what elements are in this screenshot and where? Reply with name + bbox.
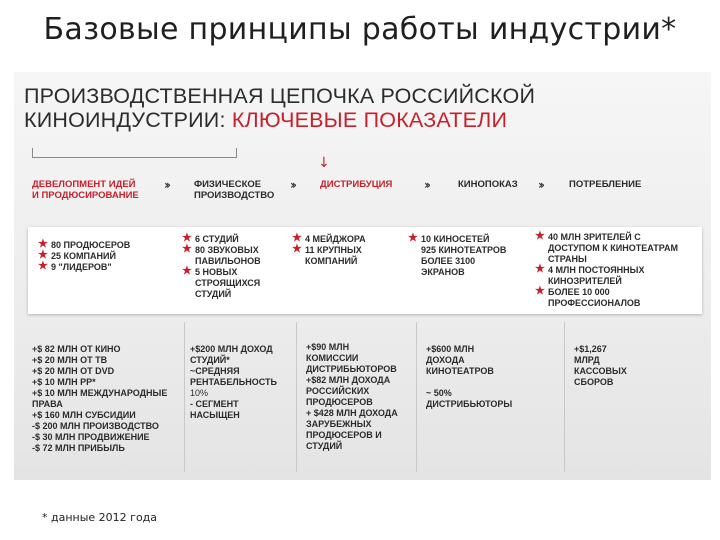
star-icon: ★ <box>182 243 192 255</box>
chevron-right-icon: ›› <box>424 178 428 192</box>
slide-title: Базовые принципы работы индустрии* <box>43 12 677 47</box>
stat-item: ★ 4 МЕЙДЖОРА <box>292 232 366 244</box>
stat-item: ★ 9 "ЛИДЕРОВ" <box>38 260 112 272</box>
stats-exhibition <box>408 234 526 278</box>
spacer <box>426 377 536 388</box>
stat-item: ★ 4 МЛН ПОСТОЯННЫХ КИНОЗРИТЕЛЕЙ <box>535 263 645 286</box>
stat-item: ★ 80 ПРОДЮСЕРОВ <box>38 238 131 250</box>
stage-production: ФИЗИЧЕСКОЕ ПРОИЗВОДСТВО <box>194 179 275 201</box>
star-icon: ★ <box>535 230 545 242</box>
star-icon: ★ <box>408 232 418 244</box>
stats-consumption <box>535 232 685 309</box>
stat-item: ★ 5 НОВЫХ СТРОЯЩИХСЯ СТУДИЙ <box>182 265 261 299</box>
money-distribution: +$90 МЛН КОМИССИИ ДИСТРИБЬЮТОРОВ +$82 МЛН ДОХОДА РОССИЙСКИХ ПРОДЮСЕРОВ + $428 МЛН ДОХОДА ЗАРУБЕЖНЫХ ПРОДЮСЕРОВ И СТУДИЙ <box>306 342 398 451</box>
chain-bracket <box>32 148 237 158</box>
arrow-down-icon: ↓ <box>318 155 330 171</box>
star-icon: ★ <box>535 285 545 297</box>
heading-line-1: ПРОИЗВОДСТВЕННАЯ ЦЕПОЧКА РОССИЙСКОЙ <box>24 84 536 108</box>
stat-item: ★ 25 КОМПАНИЙ <box>38 249 116 261</box>
heading-line-2 <box>24 108 624 132</box>
stat-item: ★ 11 КРУПНЫХ КОМПАНИЙ <box>292 243 362 266</box>
stats-production <box>182 234 287 300</box>
money-consumption: +$1,267 МЛРД КАССОВЫХ СБОРОВ <box>574 344 627 387</box>
chevron-right-icon: ›› <box>164 178 168 192</box>
chevron-right-icon: ›› <box>290 178 294 192</box>
stage-consumption: ПОТРЕБЛЕНИЕ <box>569 179 642 190</box>
stage-distribution: ДИСТРИБУЦИЯ <box>320 179 393 190</box>
chevron-right-icon: ›› <box>538 178 542 192</box>
heading-line-2-accent: КЛЮЧЕВЫЕ ПОКАЗАТЕЛИ <box>231 108 508 132</box>
stat-item: ★ 80 ЗВУКОВЫХ ПАВИЛЬОНОВ <box>182 243 261 266</box>
stage-development: ДЕВЕЛОПМЕНТ ИДЕЙ И ПРОДЮСИРОВАНИЕ <box>32 179 139 201</box>
star-icon: ★ <box>38 260 48 272</box>
money-development: +$ 82 МЛН ОТ КИНО +$ 20 МЛН ОТ ТВ +$ 20 МЛН ОТ DVD +$ 10 МЛН РР* +$ 10 МЛН МЕЖДУНАРОДНЫЕ ПРАВА +$ 160 МЛН СУБСИДИИ -$ 200 МЛН ПРОИЗВОДСТВО -$ 30 МЛН ПРОДВИЖЕНИЕ -$ 72 МЛН ПРИБЫЛЬ <box>32 344 168 453</box>
footnote: * данные 2012 года <box>42 511 158 524</box>
star-icon: ★ <box>182 232 192 244</box>
infographic-panel <box>14 72 711 480</box>
stat-item: ★ 40 МЛН ЗРИТЕЛЕЙ С ДОСТУПОМ К КИНОТЕАТРАМ СТРАНЫ <box>535 230 678 264</box>
star-icon: ★ <box>38 249 48 261</box>
stats-distribution <box>292 234 397 267</box>
stat-item: ★ БОЛЕЕ 10 000 ПРОФЕССИОНАЛОВ <box>535 285 641 308</box>
heading-line-2-dark: КИНОИНДУСТРИИ: <box>24 108 226 132</box>
money-production: +$200 МЛН ДОХОД СТУДИЙ* ~СРЕДНЯЯ РЕНТАБЕЛЬНОСТЬ 10% - СЕГМЕНТ НАСЫЩЕН <box>190 344 277 420</box>
infographic-heading <box>24 84 624 132</box>
stage-exhibition: КИНОПОКАЗ <box>458 179 518 190</box>
star-icon: ★ <box>535 263 545 275</box>
stat-item: ★ 10 КИНОСЕТЕЙ 925 КИНОТЕАТРОВ БОЛЕЕ 3100 ЭКРАНОВ <box>408 232 507 277</box>
money-exhibition: +$600 МЛН ДОХОДА КИНОТЕАТРОВ ~ 50% ДИСТРИБЬЮТОРЫ <box>426 344 536 410</box>
star-icon: ★ <box>38 238 48 250</box>
column-divider <box>184 322 185 472</box>
star-icon: ★ <box>292 232 302 244</box>
star-icon: ★ <box>182 265 192 277</box>
column-divider <box>564 322 565 472</box>
stats-development <box>38 240 178 273</box>
stat-item: ★ 6 СТУДИЙ <box>182 232 239 244</box>
star-icon: ★ <box>292 243 302 255</box>
